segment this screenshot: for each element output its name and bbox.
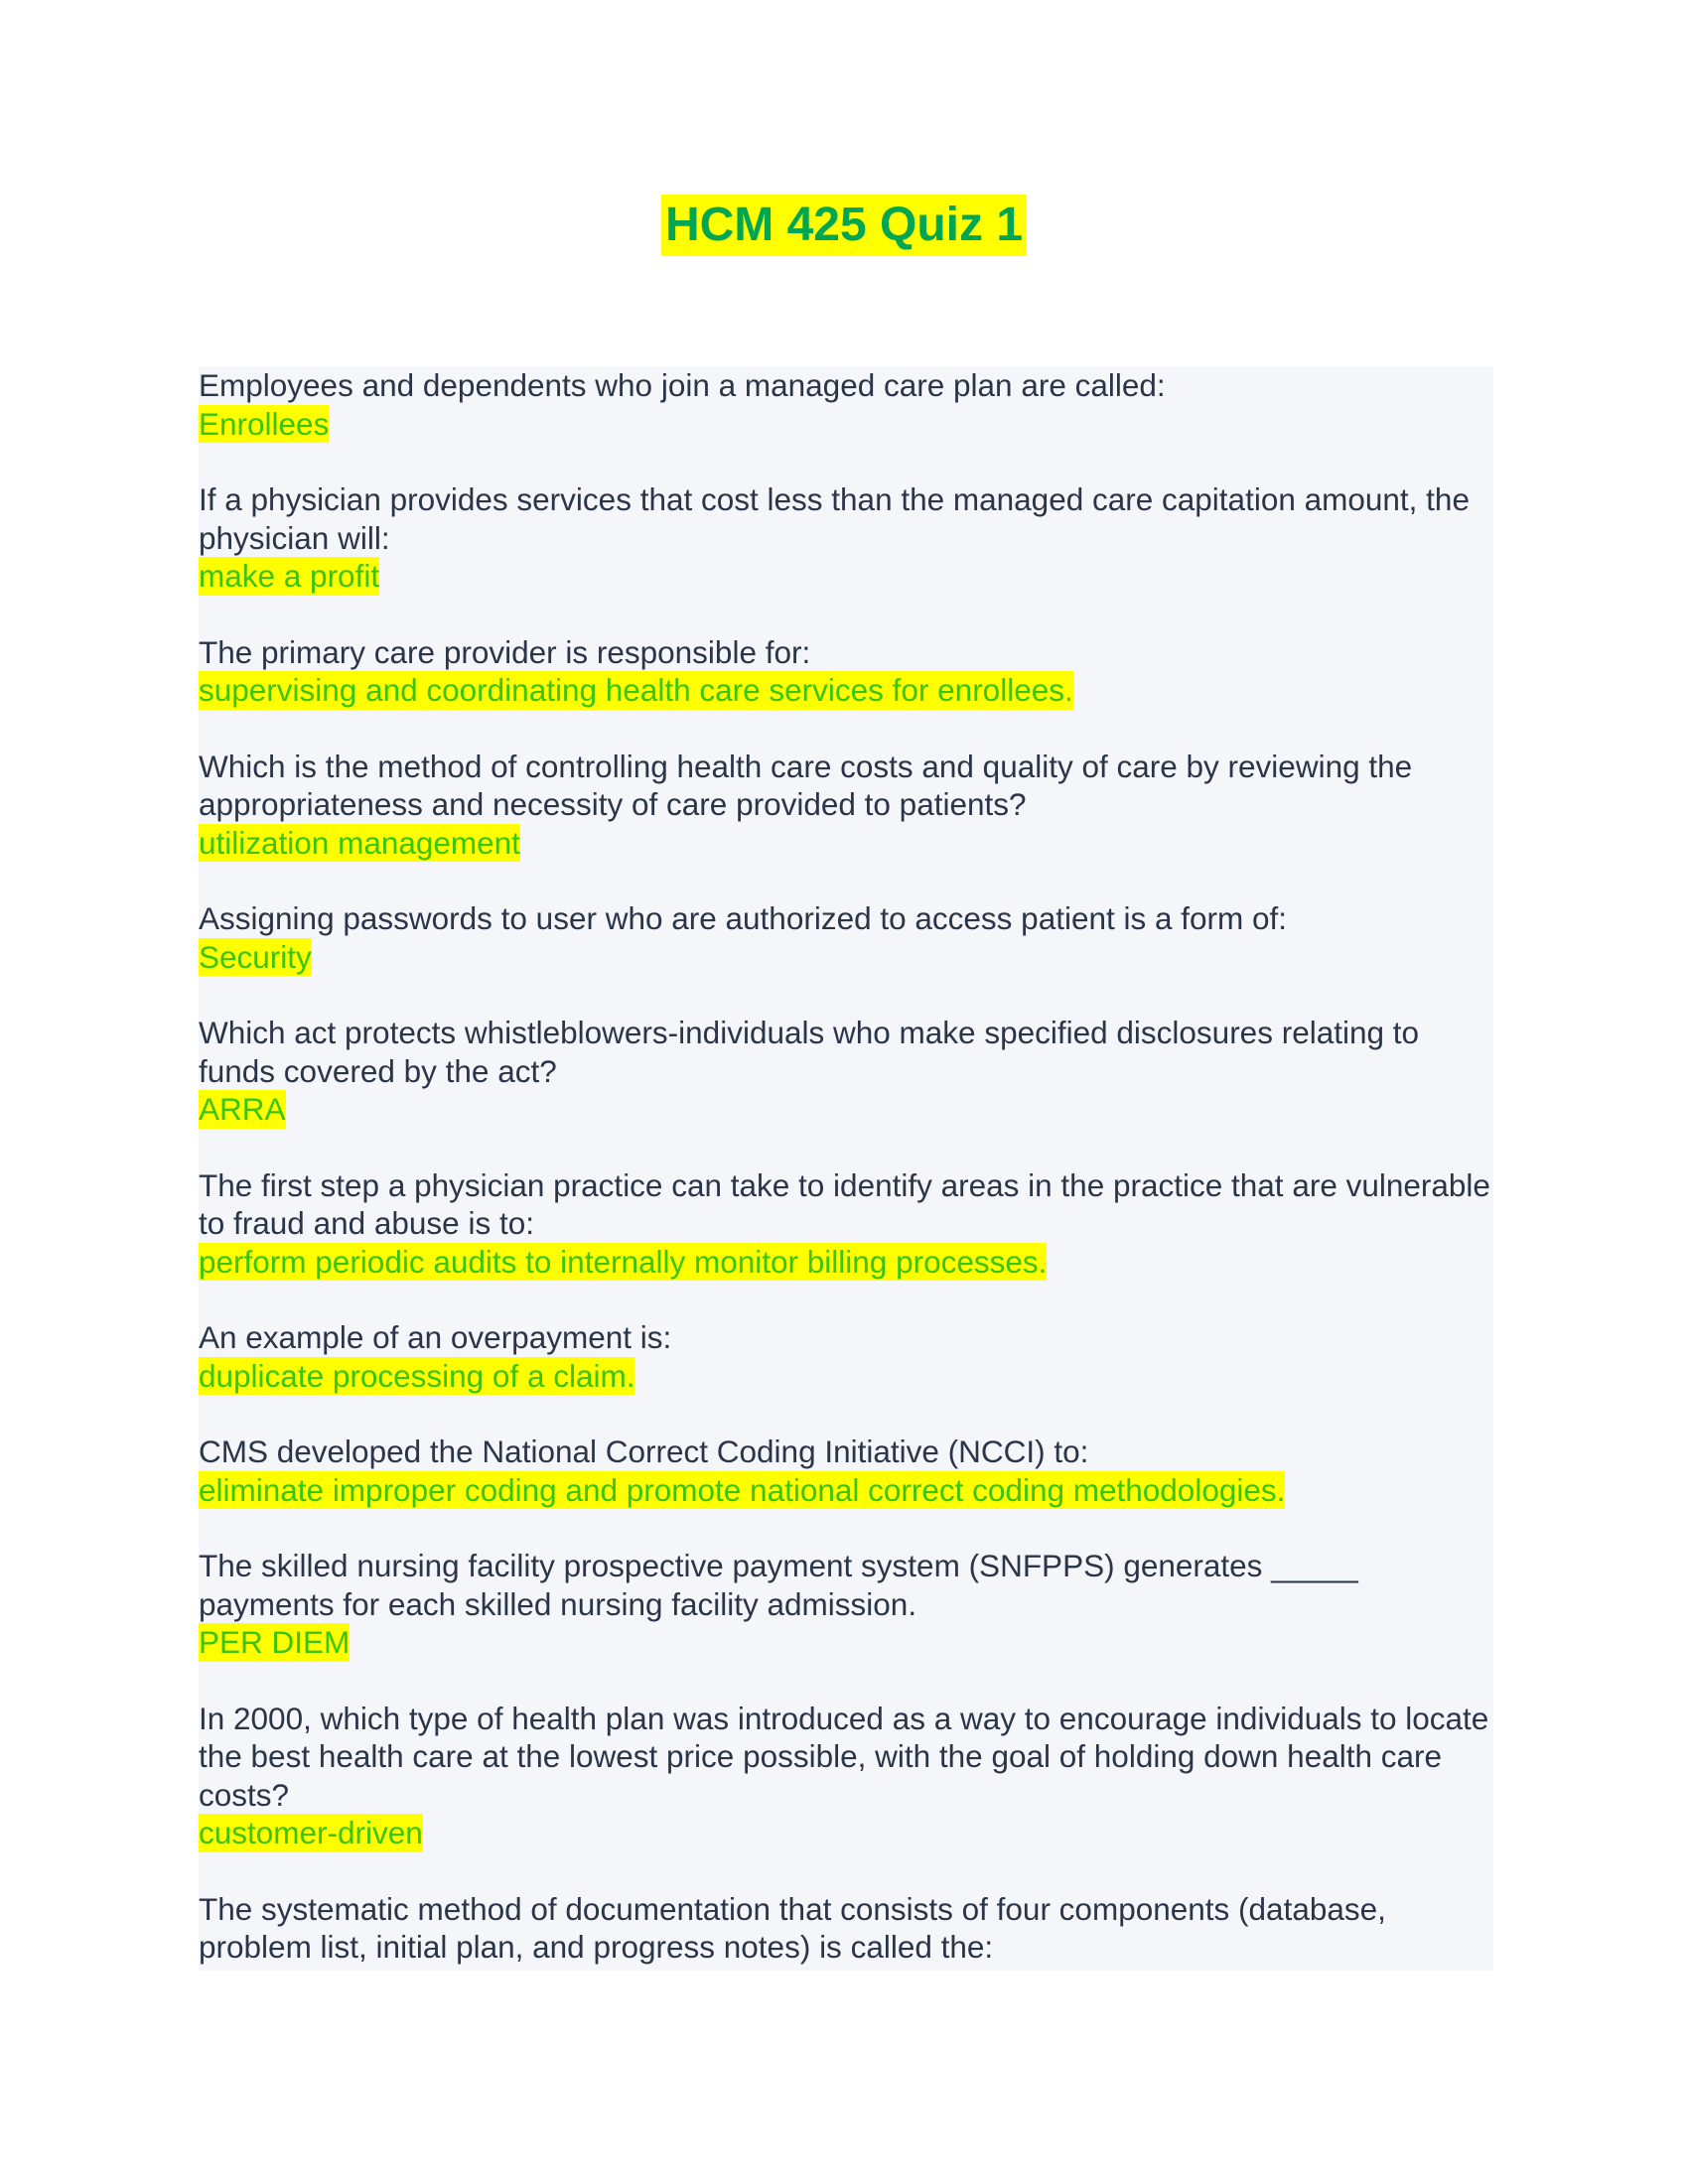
answer-text: supervising and coordinating health care services for enrollees. xyxy=(199,672,1073,708)
question-text: Employees and dependents who join a managed care plan are called: xyxy=(199,367,1166,403)
question-text: The primary care provider is responsible for: xyxy=(199,633,811,670)
qa-item xyxy=(199,1433,1493,1509)
question-text: An example of an overpayment is: xyxy=(199,1319,672,1355)
question-text: The systematic method of documentation that consists of four components (database, problem list, initial plan, and progress notes) is called the: xyxy=(199,1890,1386,1965)
qa-item xyxy=(199,480,1493,596)
question-text: Which is the method of controlling health care costs and quality of care by reviewing the appropriateness and necessity of care provided to patients? xyxy=(199,748,1413,822)
qa-block xyxy=(199,366,1493,1971)
qa-item xyxy=(199,633,1493,710)
answer-text: utilization management xyxy=(199,824,520,861)
question-text: The skilled nursing facility prospective payment system (SNFPPS) generates _____ payments for each skilled nursing facility admission. xyxy=(199,1548,1358,1622)
qa-item xyxy=(199,1014,1493,1129)
question-text: In 2000, which type of health plan was introduced as a way to encourage individuals to locate the best health care at the lowest price possible, with the goal of holding down health care costs? xyxy=(199,1700,1489,1813)
qa-item xyxy=(199,1700,1493,1852)
qa-item xyxy=(199,1547,1493,1662)
qa-item xyxy=(199,748,1493,863)
answer-text: eliminate improper coding and promote national correct coding methodologies. xyxy=(199,1471,1286,1508)
question-text: Which act protects whistleblowers-individuals who make specified disclosures relating to funds covered by the act? xyxy=(199,1015,1420,1089)
qa-item xyxy=(199,1166,1493,1282)
answer-text: make a profit xyxy=(199,558,380,594)
qa-item xyxy=(199,1890,1493,1967)
answer-text: Enrollees xyxy=(199,405,330,442)
title-wrap xyxy=(0,195,1688,256)
answer-text: duplicate processing of a claim. xyxy=(199,1357,635,1394)
question-text: CMS developed the National Correct Coding Initiative (NCCI) to: xyxy=(199,1433,1089,1469)
page-title: HCM 425 Quiz 1 xyxy=(661,195,1027,256)
qa-item xyxy=(199,1318,1493,1395)
qa-item xyxy=(199,366,1493,443)
answer-text: Security xyxy=(199,938,312,975)
question-text: The first step a physician practice can take to identify areas in the practice that are vulnerable to fraud and abuse is to: xyxy=(199,1166,1490,1241)
answer-text: PER DIEM xyxy=(199,1624,351,1660)
answer-text: perform periodic audits to internally monitor billing processes. xyxy=(199,1243,1048,1280)
qa-item xyxy=(199,899,1493,976)
answer-text: customer-driven xyxy=(199,1815,423,1850)
answer-text: ARRA xyxy=(199,1091,286,1127)
question-text: If a physician provides services that cost less than the managed care capitation amount, the physician will: xyxy=(199,481,1470,556)
question-text: Assigning passwords to user who are authorized to access patient is a form of: xyxy=(199,900,1288,936)
qa-list xyxy=(199,366,1493,2004)
